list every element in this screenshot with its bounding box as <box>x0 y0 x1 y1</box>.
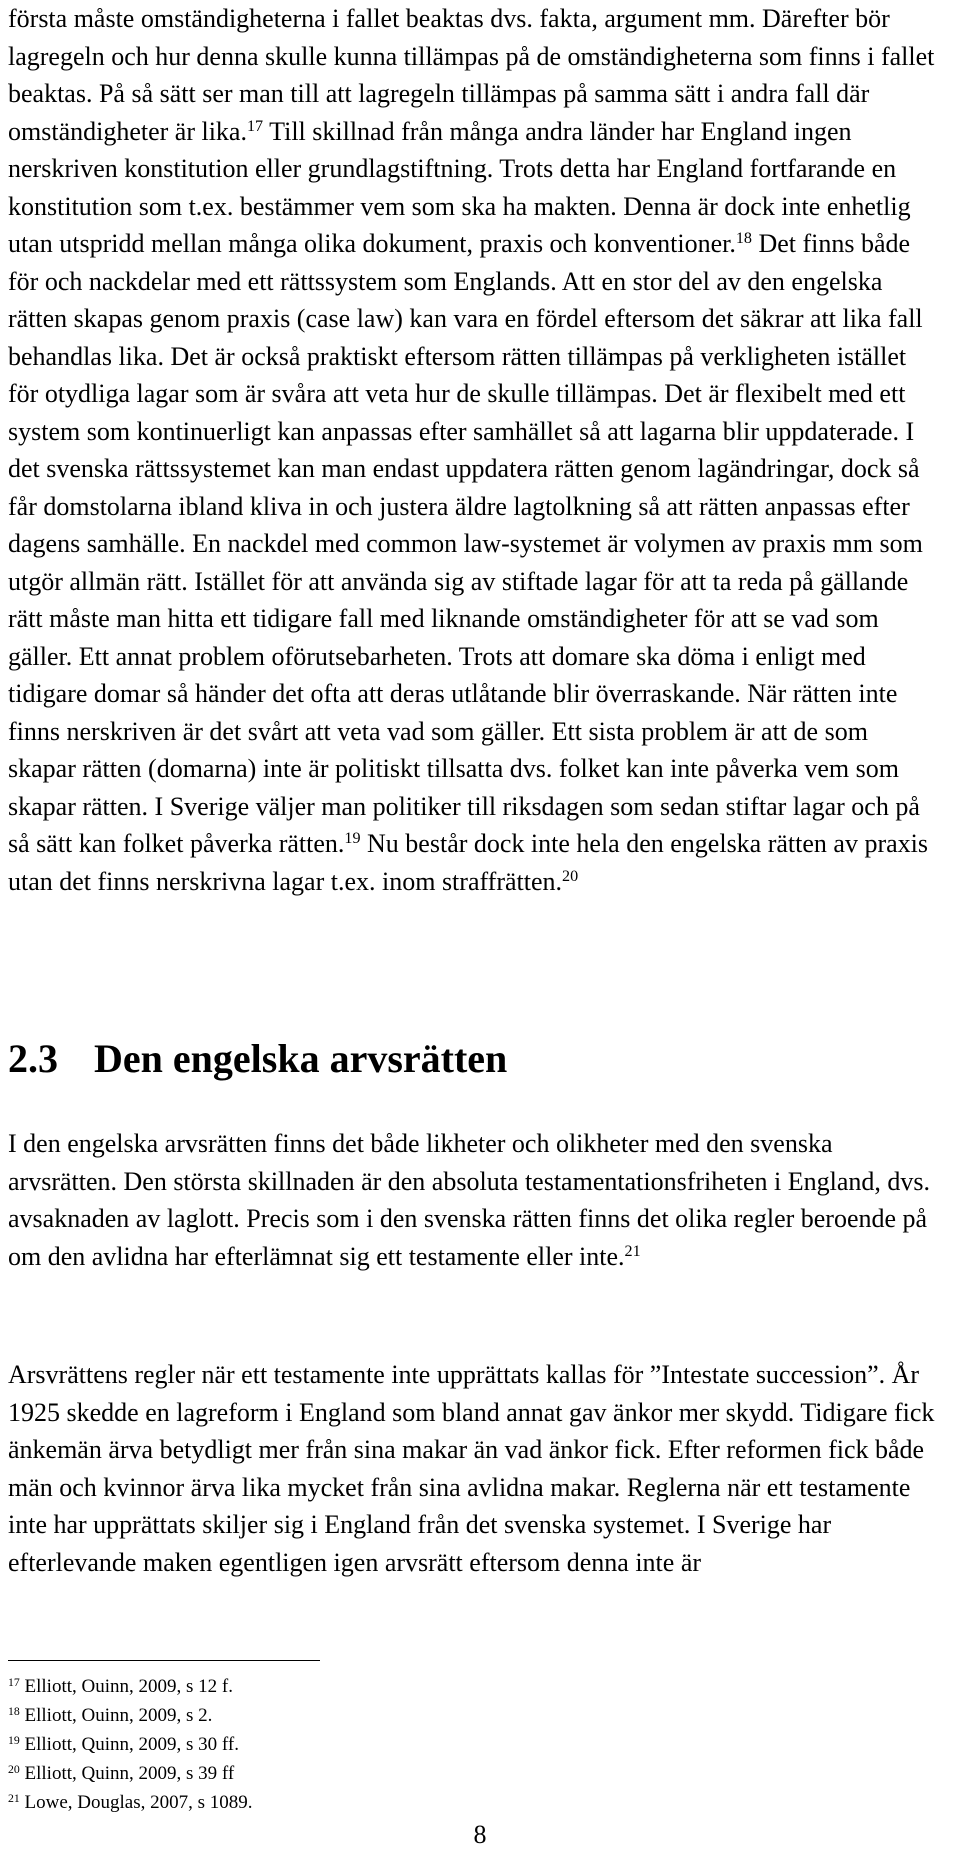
footnote-number: 17 <box>8 1675 20 1689</box>
paragraph-text: Det finns både för och nackdelar med ett rättssystem som Englands. Att en stor del av den engelska rätten skapas genom praxis (case law) kan vara en fördel eftersom det säkrar att lika fall behandlas lika. Det är också praktiskt eftersom rätten tillämpas på verkligheten istället för otydliga lagar som är svåra att veta hur de skulle tillämpas. Det är flexibelt med ett system som kontinuerligt kan anpassas efter samhället så att lagarna blir uppdaterade. I det svenska rättssystemet kan man endast uppdatera rätten genom lagändringar, dock så får domstolarna ibland kliva in och justera äldre lagtolkning så att rätten anpassas efter dagens samhälle. En nackdel med common law-systemet är volymen av praxis mm som utgör allmän rätt. Istället för att använda sig av stiftade lagar för att ta reda på gällande rätt måste man hitta ett tidigare fall med liknande omständigheter för att se vad som gäller. Ett annat problem oförutsebarheten. Trots att domare ska döma i enligt med tidigare domar så händer det ofta att deras utlåtande blir överraskande. När rätten inte finns nerskriven är det svårt att veta vad som gäller. Ett sista problem är att de som skapar rätten (domarna) inte är politiskt tillsatta dvs. folket kan inte påverka vem som skapar rätten. I Sverige väljer man politiker till riksdagen som sedan stiftar lagar och på så sätt kan folket påverka rätten. <box>8 229 923 858</box>
paragraph-text: Arsvrättens regler när ett testamente inte upprättats kallas för ”Intestate succession”. År 1925 skedde en lagreform i England som bland annat gav änkor mer skydd. Tidigare fick änkemän ärva betydligt mer från sina makar än vad änkor fick. Efter reformen fick både män och kvinnor ärva lika mycket från sina avlidna makar. Reglerna när ett testamente inte har upprättats skiljer sig i England från det svenska systemet. I Sverige har efterlevande maken egentligen igen arvsrätt eftersom denna inte är <box>8 1360 935 1577</box>
paragraph-text: I den engelska arvsrätten finns det både likheter och olikheter med den svenska arvsrätten. Den största skillnaden är den absoluta testamentationsfriheten i England, dvs. avsaknaden av laglott. Precis som i den svenska rätten finns det olika regler beroende på om den avlidna har efterlämnat sig ett testamente eller inte. <box>8 1129 931 1271</box>
section-title: Den engelska arvsrätten <box>94 1036 508 1081</box>
footnote-separator <box>8 1660 320 1661</box>
footnote-text: Elliott, Ouinn, 2009, s 12 f. <box>19 1676 233 1697</box>
footnote-text: Lowe, Douglas, 2007, s 1089. <box>19 1792 253 1813</box>
body-paragraph <box>8 0 938 900</box>
footnotes <box>8 1672 608 1817</box>
paragraph-text: första måste omständigheterna i fallet beaktas dvs. fakta, argument mm. Därefter bör lagregeln och hur denna skulle kunna tillämpas på de omständigheterna som finns i fallet beaktas. På så sätt ser man till att lagregeln tillämpas på samma sätt i andra fall där omständigheter är lika. <box>8 4 935 146</box>
section-number: 2.3 <box>8 1036 58 1081</box>
paragraph-text: Nu består dock inte hela den engelska rätten av praxis utan det finns nerskrivna lagar t.ex. inom straffrätten. <box>8 829 928 896</box>
footnote-ref[interactable]: 20 <box>562 867 579 885</box>
footnote-number: 21 <box>8 1791 20 1805</box>
body-paragraph <box>8 1356 938 1581</box>
footnote-number: 19 <box>8 1733 20 1747</box>
footnote-number: 20 <box>8 1762 20 1776</box>
body-paragraph <box>8 1125 938 1275</box>
footnote-text: Elliott, Quinn, 2009, s 39 ff <box>19 1763 235 1784</box>
footnote-text: Elliott, Quinn, 2009, s 30 ff. <box>19 1734 239 1755</box>
footnote-number: 18 <box>8 1704 20 1718</box>
footnote-ref[interactable]: 19 <box>344 830 361 848</box>
footnote <box>8 1672 608 1701</box>
page-number: 8 <box>473 1820 487 1849</box>
footnote <box>8 1701 608 1730</box>
footnote <box>8 1730 608 1759</box>
footnote <box>8 1788 608 1817</box>
section-heading <box>8 1035 507 1083</box>
footnote <box>8 1759 608 1788</box>
footnote-ref[interactable]: 17 <box>246 117 264 135</box>
footnote-ref[interactable]: 18 <box>735 230 752 248</box>
footnote-ref[interactable]: 21 <box>624 1242 641 1260</box>
footnote-text: Elliott, Ouinn, 2009, s 2. <box>19 1705 213 1726</box>
paragraph-text: Till skillnad från många andra länder har England ingen nerskriven konstitution eller grundlagstiftning. Trots detta har England fortfarande en konstitution som t.ex. bestämmer vem som ska ha makten. Denna är dock inte enhetlig utan utspridd mellan många olika dokument, praxis och konventioner. <box>8 116 911 258</box>
